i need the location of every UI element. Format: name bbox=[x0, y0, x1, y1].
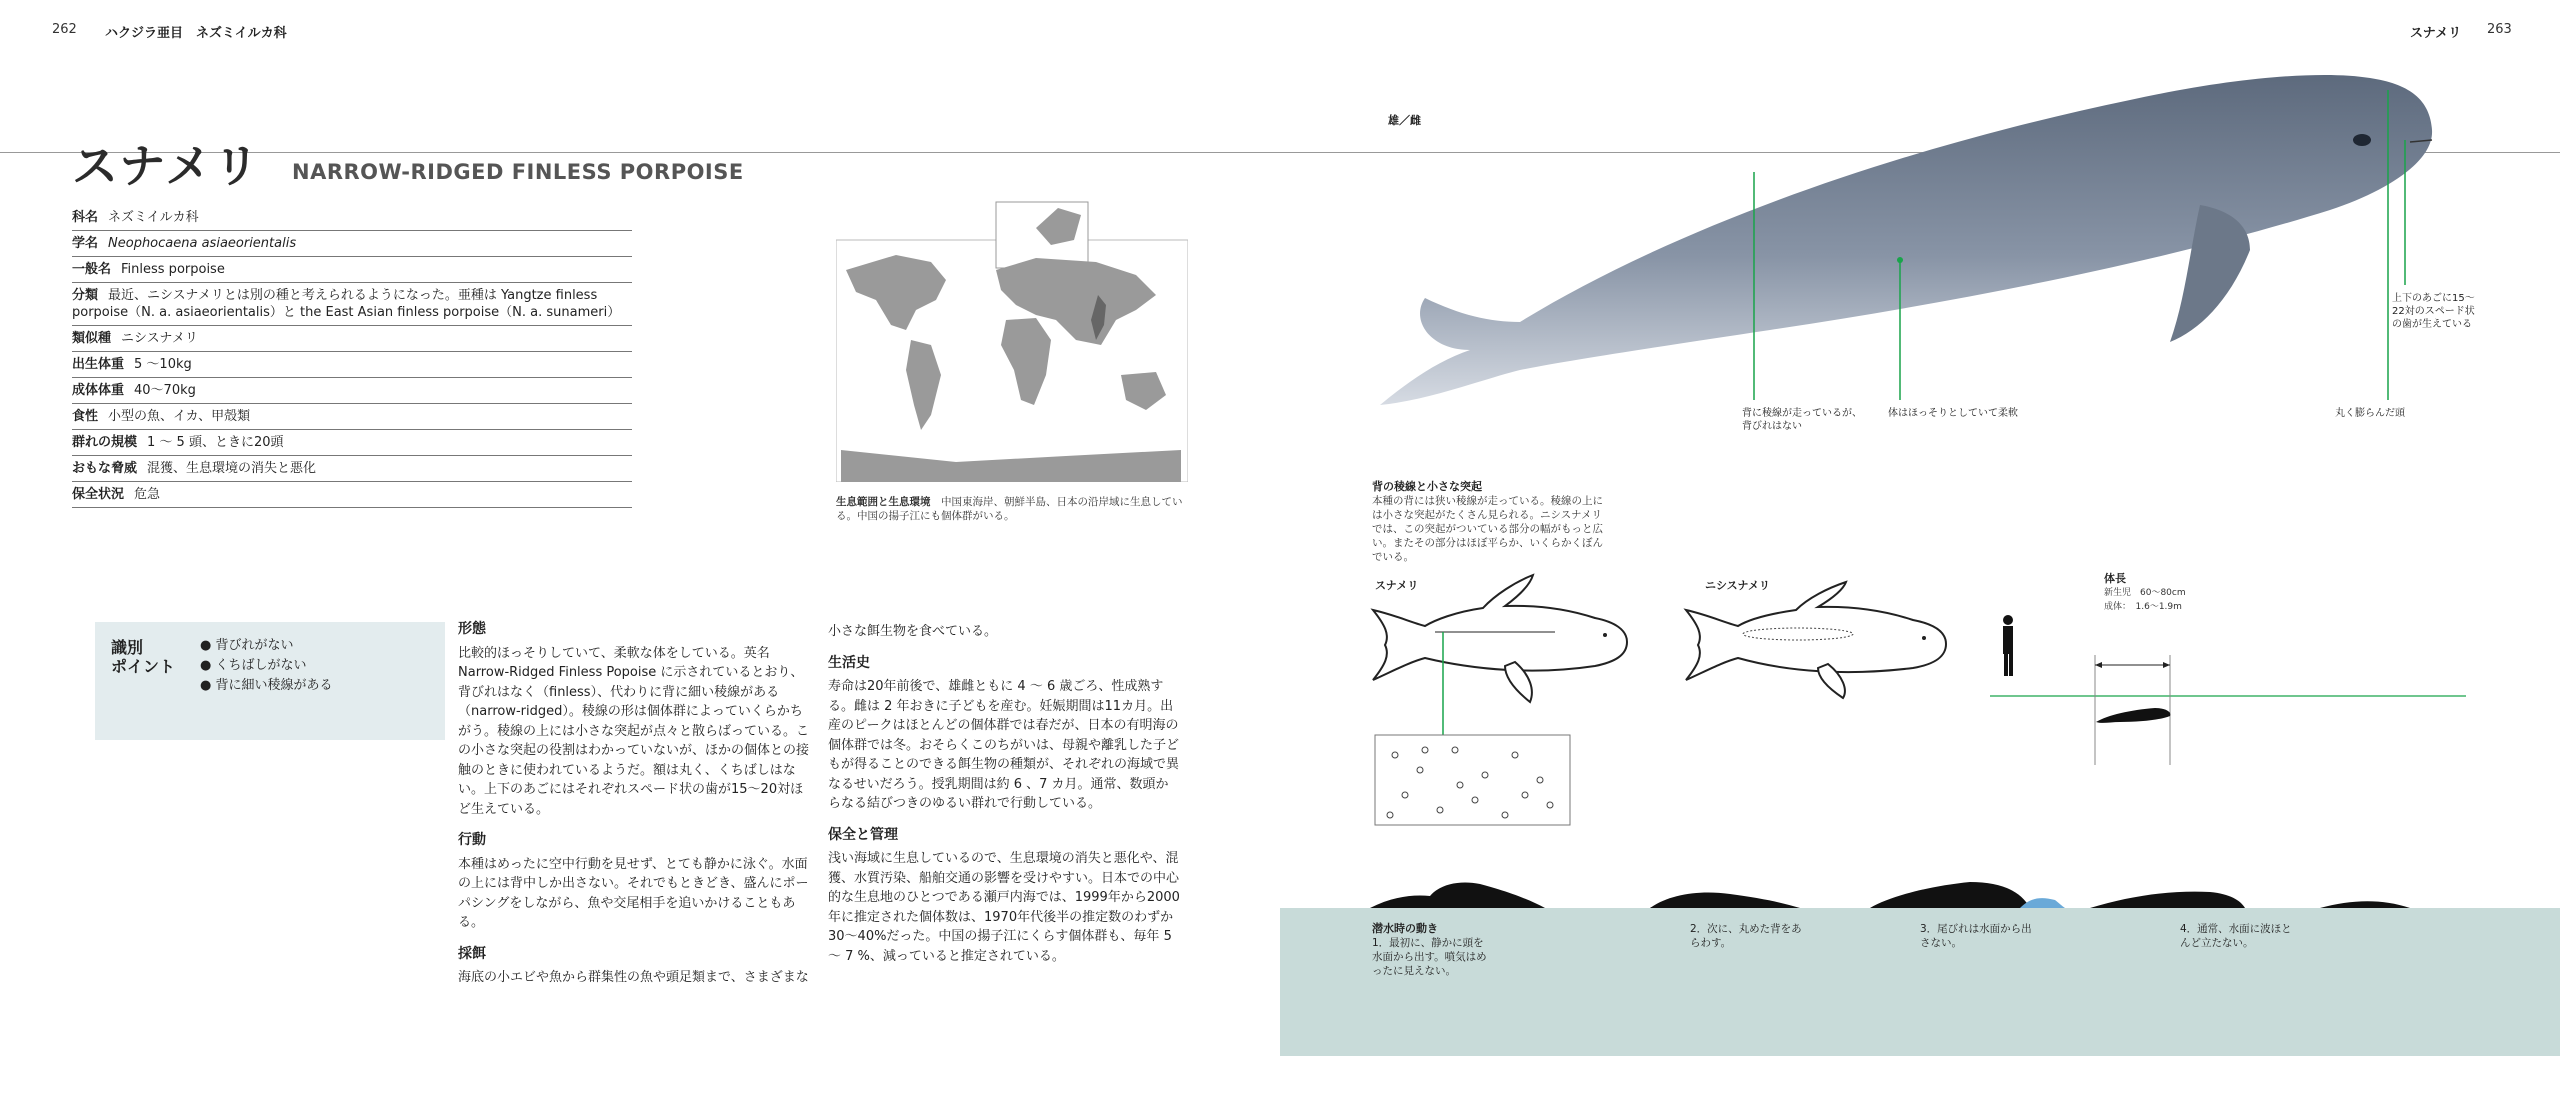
behavior-heading: 行動 bbox=[458, 832, 486, 848]
size-adult: 成体： 1.6〜1.9m bbox=[2104, 602, 2182, 612]
title-english: NARROW-RIDGED FINLESS PORPOISE bbox=[292, 160, 744, 184]
dive-step-1: 潜水時の動き 1．最初に、静かに頭を水面から出す。噴気はめったに見えない。 bbox=[1372, 922, 1487, 977]
dive-sequence-silhouettes bbox=[1370, 870, 2420, 910]
sex-label: 雄／雌 bbox=[1388, 114, 1421, 127]
info-row: おもな脅威 混獲、生息環境の消失と悪化 bbox=[72, 456, 632, 482]
id-points-title: 識別 ポイント bbox=[111, 638, 176, 676]
feeding-heading: 採餌 bbox=[458, 945, 486, 962]
dive-step-4: 4．通常、水面に波ほとんど立たない。 bbox=[2180, 923, 2292, 949]
label-slender-body: 体はほっそりとしていて柔軟 bbox=[1888, 408, 2018, 419]
conservation-text: 浅い海域に生息しているので、生息環境の消失と悪化や、混獲、水質汚染、船舶交通の影響を受けやすい。日本での中心的な生息地のひとつである瀬戸内海では、1999年から2000年に推定された個体数は、1970年代後半の推定数のわずか30〜40%だった。中国の揚子江にくらす個体群も、毎年 5 〜 7 %、減っていると推定されている。 bbox=[828, 851, 1180, 964]
left-running-title: ハクジラ亜目 ネズミイルカ科 bbox=[105, 26, 287, 41]
map-caption-text: 中国東海岸、朝鮮半島、日本の沿岸域に生息している。中国の揚子江にも個体群がいる。 bbox=[836, 496, 1183, 522]
info-row: 類似種 ニシスナメリ bbox=[72, 326, 632, 352]
info-row: 群れの規模 1 〜 5 頭、ときに20頭 bbox=[72, 430, 632, 456]
list-item: ● 背に細い稜線がある bbox=[200, 678, 333, 693]
form-heading: 形態 bbox=[458, 621, 486, 637]
map-caption bbox=[836, 495, 1196, 523]
info-row: 一般名 Finless porpoise bbox=[72, 257, 632, 283]
nishisunameri-outline-illustration bbox=[1678, 580, 1958, 700]
porpoise-main-illustration bbox=[1370, 60, 2450, 420]
info-row: 科名 ネズミイルカ科 bbox=[72, 205, 632, 231]
life-history-heading: 生活史 bbox=[828, 654, 870, 671]
info-row: 成体体重 40〜70kg bbox=[72, 378, 632, 404]
dive-sequence-band bbox=[1280, 908, 2560, 1056]
dive-step-3: 3．尾びれは水面から出さない。 bbox=[1920, 923, 2032, 949]
form-text: 比較的ほっそりしていて、柔軟な体をしている。英名 Narrow-Ridged Finless Popoise に示されているとおり、背びれはなく（finless）、代わりに背に細い稜線がある（narrow-ridged）。稜線の形は個体群によっていくらかちがう。稜線の上には小さな突起が点々と散らばっている。この小さな突起の役割はわかっていないが、ほかの個体との接触のときに使われているようだ。額は丸く、くちばしはない。上下のあごにはそれぞれスペード状の歯が15〜20対ほど生えている。 bbox=[458, 645, 810, 817]
range-map bbox=[836, 200, 1188, 482]
info-row: 学名 Neophocaena asiaeorientalis bbox=[72, 231, 632, 257]
species-info-table bbox=[72, 205, 632, 508]
id-points-list bbox=[200, 636, 333, 696]
right-page-number: 263 bbox=[2487, 22, 2512, 37]
compare-label-nishisunameri: ニシスナメリ bbox=[1705, 579, 1771, 592]
size-newborn: 新生児 60〜80cm bbox=[2104, 588, 2186, 598]
label-round-head: 丸く膨らんだ頭 bbox=[2335, 408, 2405, 419]
size-info bbox=[2104, 572, 2264, 614]
left-page-number: 262 bbox=[52, 22, 77, 37]
ridge-title: 背の稜線と小さな突起 bbox=[1372, 480, 1482, 493]
label-teeth: 上下のあごに15〜22対のスペード状の歯が生えている bbox=[2392, 293, 2475, 330]
info-row: 保全状況 危急 bbox=[72, 482, 632, 508]
dive-title: 潜水時の動き bbox=[1372, 922, 1438, 935]
title-japanese: スナメリ bbox=[72, 139, 262, 193]
sunameri-outline-illustration bbox=[1365, 570, 1635, 830]
behavior-text: 本種はめったに空中行動を見せず、とても静かに泳ぐ。水面の上には背中しか出さない。それでもときどき、盛んにポーパシングをしながら、魚や交尾相手を追いかけることもある。 bbox=[458, 856, 809, 930]
list-item: ● 背びれがない bbox=[200, 638, 294, 653]
text-column-1 bbox=[458, 620, 810, 1000]
life-history-text: 寿命は20年前後で、雄雌ともに 4 〜 6 歳ごろ、性成熟する。雌は 2 年おきに子どもを産む。妊娠期間は11カ月。出産のピークはほとんどの個体群では春だが、日本の有明海の個体群では冬。おそらくこのちがいは、母親や離乳した子どもが得ることのできる餌生物の種類が、それぞれの海域で異なるせいだろう。授乳期間は約 6 、7 カ月。通常、数頭からなる結びつきのゆるい群れで行動している。 bbox=[828, 679, 1180, 811]
map-caption-title: 生息範囲と生息環境 bbox=[836, 496, 931, 508]
identification-points-box bbox=[95, 622, 445, 740]
list-item: ● くちばしがない bbox=[200, 658, 307, 673]
info-row: 食性 小型の魚、イカ、甲殻類 bbox=[72, 404, 632, 430]
label-dorsal-ridge: 背に稜線が走っているが、背びれはない bbox=[1742, 408, 1862, 432]
feeding-text-continued: 小さな餌生物を食べている。 bbox=[828, 624, 998, 639]
conservation-heading: 保全と管理 bbox=[828, 826, 898, 843]
compare-label-sunameri: スナメリ bbox=[1375, 579, 1419, 592]
ridge-description bbox=[1372, 480, 1610, 564]
size-title: 体長 bbox=[2104, 572, 2126, 585]
info-row: 出生体重 5 〜10kg bbox=[72, 352, 632, 378]
info-row: 分類 最近、ニシスナメリとは別の種と考えられるようになった。亜種は Yangtze finless porpoise（N. a. asiaeorientalis）と the East Asian finless porpoise（N. a. sunameri） bbox=[72, 283, 632, 326]
feeding-text: 海底の小エビや魚から群集性の魚や頭足類まで、さまざまな bbox=[458, 970, 809, 985]
world-map-graphic bbox=[836, 200, 1188, 482]
dive-step-2: 2．次に、丸めた背をあらわす。 bbox=[1690, 923, 1802, 949]
text-column-2 bbox=[828, 622, 1180, 978]
ridge-text: 本種の背には狭い稜線が走っている。稜線の上には小さな突起がたくさん見られる。ニシスナメリでは、この突起がついている部分の幅がもっと広い。またその部分はほぼ平らか、いくらかくぼんでいる。 bbox=[1372, 495, 1603, 563]
size-comparison-graphic bbox=[1990, 610, 2470, 770]
right-running-title: スナメリ bbox=[2410, 26, 2462, 41]
